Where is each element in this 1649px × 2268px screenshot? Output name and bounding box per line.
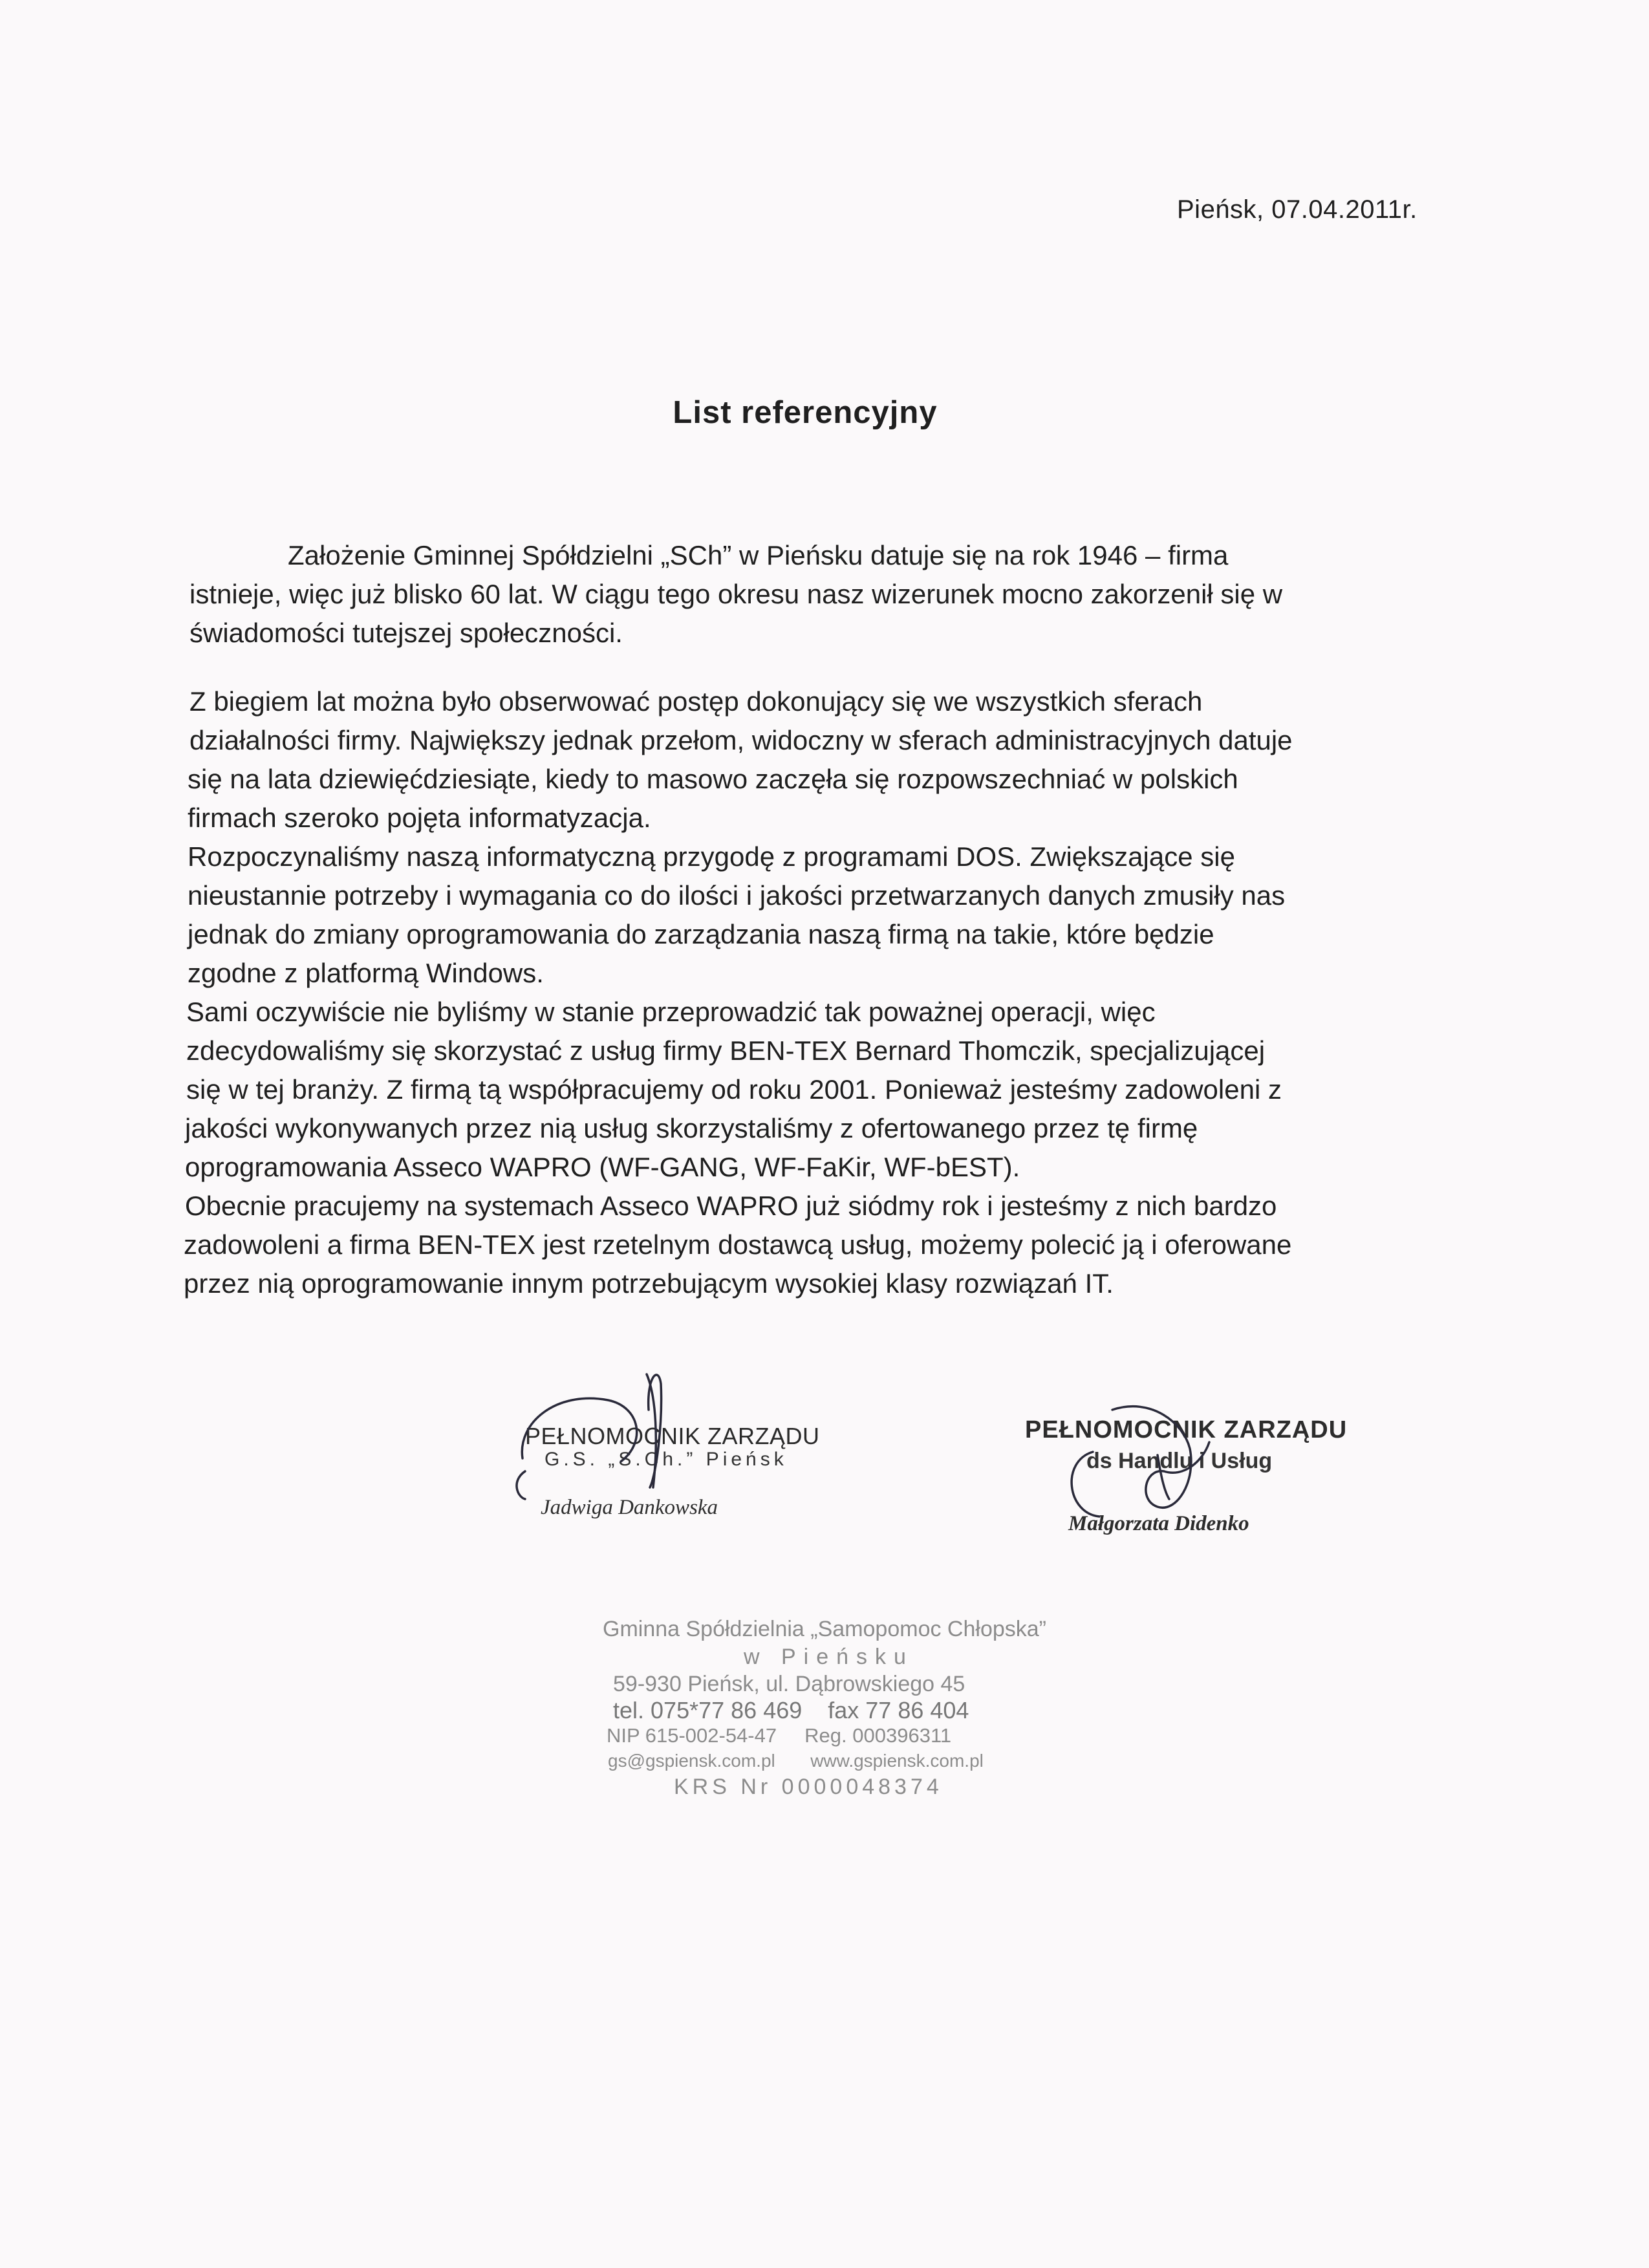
company-nip-reg: NIP 615-002-54-47 Reg. 000396311 xyxy=(607,1724,952,1747)
company-town: w Pieńsku xyxy=(744,1645,914,1669)
body-line: jakości wykonywanych przez nią usług skorzystaliśmy z ofertowanego przez tę firmę xyxy=(185,1113,1198,1143)
signature-right-name: Małgorzata Didenko xyxy=(1068,1512,1249,1535)
company-name: Gminna Spółdzielnia „Samopomoc Chłopska” xyxy=(603,1617,1046,1641)
body-line: Założenie Gminnej Spółdzielni „SCh” w Pieńsku datuje się na rok 1946 – firma xyxy=(288,540,1229,570)
body-line: Rozpoczynaliśmy naszą informatyczną przygodę z programami DOS. Zwiększające się xyxy=(188,841,1235,872)
body-line: zadowoleni a firma BEN-TEX jest rzetelnym dostawcą usług, możemy polecić ją i oferowane xyxy=(184,1229,1292,1260)
company-phone-fax: tel. 075*77 86 469 fax 77 86 404 xyxy=(613,1697,969,1723)
signature-left-role: PEŁNOMOCNIK ZARZĄDU xyxy=(525,1423,820,1449)
body-line: świadomości tutejszej społeczności. xyxy=(189,618,623,648)
body-line: oprogramowania Asseco WAPRO (WF-GANG, WF-FaKir, WF-bEST). xyxy=(185,1152,1020,1182)
body-line: się na lata dziewięćdziesiąte, kiedy to masowo zaczęła się rozpowszechniać w polskich xyxy=(188,764,1238,794)
body-line: nieustannie potrzeby i wymagania co do ilości i jakości przetwarzanych danych zmusiły nas xyxy=(188,880,1286,911)
body-line: przez nią oprogramowanie innym potrzebującym wysokiej klasy rozwiązań IT. xyxy=(184,1268,1114,1299)
body-line: się w tej branży. Z firmą tą współpracujemy od roku 2001. Ponieważ jesteśmy zadowoleni z xyxy=(186,1074,1282,1105)
body-line: zdecydowaliśmy się skorzystać z usług firmy BEN-TEX Bernard Thomczik, specjalizującej xyxy=(186,1035,1266,1066)
body-line: jednak do zmiany oprogramowania do zarządzania naszą firmą na takie, które będzie xyxy=(188,919,1214,949)
signature-left-org: G.S. „S.Ch.” Pieńsk xyxy=(544,1449,788,1470)
body-line: działalności firmy. Największy jednak przełom, widoczny w sferach administracyjnych datuje xyxy=(189,725,1293,755)
body-line: zgodne z platformą Windows. xyxy=(188,958,544,988)
company-krs: KRS Nr 0000048374 xyxy=(674,1775,943,1799)
body-line: Sami oczywiście nie byliśmy w stanie przeprowadzić tak poważnej operacji, więc xyxy=(186,997,1156,1027)
signature-right-role: PEŁNOMOCNIK ZARZĄDU xyxy=(1025,1416,1348,1443)
signature-right-dept: ds Handlu i Usług xyxy=(1086,1449,1273,1473)
body-line: istnieje, więc już blisko 60 lat. W ciągu tego okresu nasz wizerunek mocno zakorzenił się w xyxy=(189,579,1283,609)
signature-left-name: Jadwiga Dankowska xyxy=(541,1496,718,1519)
body-line: Z biegiem lat można było obserwować postęp dokonujący się we wszystkich sferach xyxy=(189,686,1203,717)
body-line: Obecnie pracujemy na systemach Asseco WAPRO już siódmy rok i jesteśmy z nich bardzo xyxy=(185,1191,1277,1221)
company-address: 59-930 Pieńsk, ul. Dąbrowskiego 45 xyxy=(613,1672,965,1696)
letter-date: Pieńsk, 07.04.2011r. xyxy=(1177,195,1417,224)
letter-title: List referencyjny xyxy=(673,395,938,430)
body-line: firmach szeroko pojęta informatyzacja. xyxy=(188,803,651,833)
company-email-www: gs@gspiensk.com.pl www.gspiensk.com.pl xyxy=(608,1751,984,1771)
